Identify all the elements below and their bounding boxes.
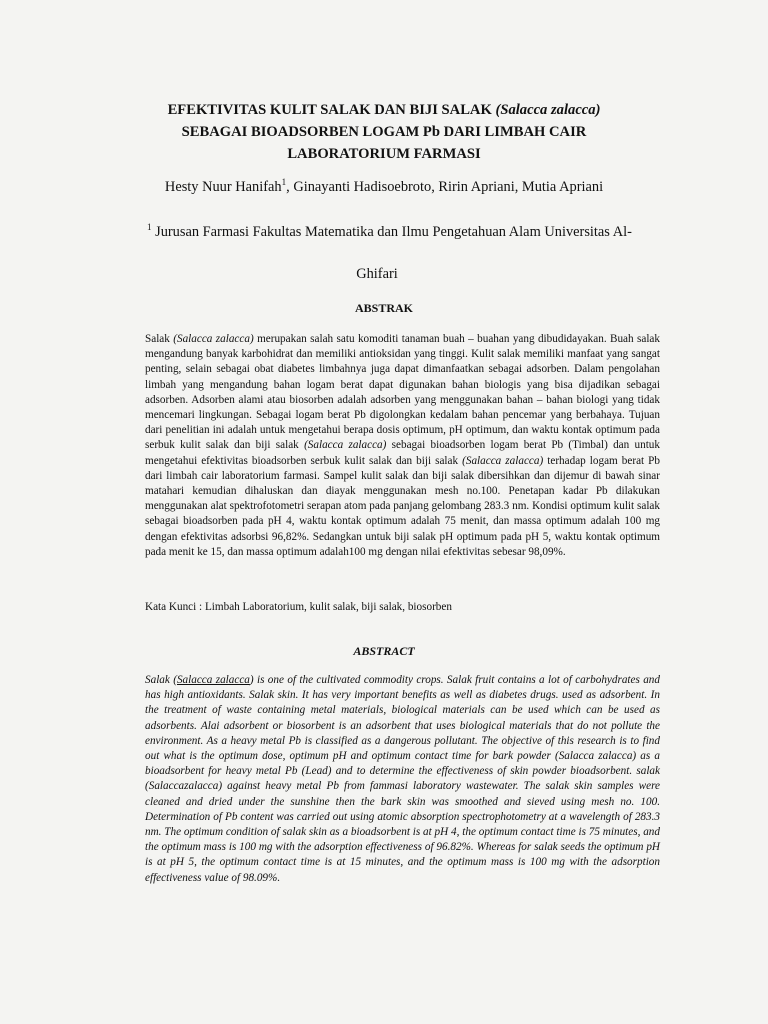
abstrak-species: (Salacca zalacca) (462, 454, 544, 467)
abstrak-text: terhadap logam berat Pb dari limbah cair laboratorium farmasi. Sampel kulit salak dan biji salak dibersihkan dan dijemur di bawah sinar matahari kemudian dihaluskan dan diayak menggunakan mesh no.100. Penetapan kadar Pb dilakukan menggunakan alat spektrofotometri serapan atom pada panjang gelombang 283.3 nm. Kondisi optimum kulit salak sebagai bioadsorben pada pH 4, waktu kontak optimum adalah 75 menit, dan massa optimum adalah 100 mg dengan efektivitas adsorbsi 96,82%. Sedangkan untuk biji salak pH optimum pada pH 5, waktu kontak optimum pada menit ke 15, dan massa optimum adalah100 mg dengan nilai efektivitas sebesar 98,09%. (145, 454, 660, 558)
author-first: Hesty Nuur Hanifah (164, 179, 282, 195)
title-line-1 (90, 99, 678, 121)
abstrak-text: Salak (145, 333, 174, 345)
title-text: EFEKTIVITAS KULIT SALAK DAN BIJI SALAK (167, 102, 496, 118)
abstrak-text: merupakan salah satu komoditi tanaman buah – buahan yang dibudidayakan. Buah salak mengandung banyak karbohidrat dan memiliki antioksidan yang tinggi. Kulit salak memiliki manfaat yang sangat penting, selain sebagai obat diabetes limbahnya juga dapat dimanfaatkan sebagai adsorben. Dalam pengolahan limbah yang mengandung bahan logam berat dapat digunakan bahan biologis yang bisa dijadikan sebagai adsorben. Adsorben alami atau biosorben adalah adsorben yang menggunakan bahan – bahan biologi yang tidak mencemari lingkungan. Sebagai logam berat Pb digolongkan kedalam bahan pencemar yang berbahaya. Tujuan dari penelitian ini adalah untuk mengetahui berapa dosis optimum, pH optimum, dan waktu kontak optimum pada serbuk kulit salak dan biji salak (145, 333, 660, 452)
abstract-body (145, 673, 660, 886)
abstract-heading: ABSTRACT (353, 644, 415, 658)
abstract-paragraph (145, 673, 660, 886)
author-list (60, 177, 708, 197)
keywords: Kata Kunci : Limbah Laboratorium, kulit salak, biji salak, biosorben (145, 601, 452, 613)
abstrak-species: (Salacca zalacca) (304, 439, 387, 452)
abstrak-body (145, 332, 660, 560)
title-species: (Salacca zalacca) (495, 102, 601, 118)
abstract-text: Salak ( (145, 674, 177, 686)
affiliation-line-2: Ghifari (356, 266, 398, 282)
abstract-species: Salacca zalacca (176, 674, 250, 686)
author-others: , Ginayanti Hadisoebroto, Ririn Apriani, Mutia Apriani (286, 179, 604, 195)
abstract-text: ) is one of the cultivated commodity crops. Salak fruit contains a lot of carbohydrates and has high antioxidants. Salak skin. It has very important benefits as well as diabetes drugs. used as adsorbent. In the treatment of waste containing metal materials, biological materials can be used which can be used as adsorbents. Alai adsorbent or biosorbent is an adsorbent that uses biological materials that do not pollute the environment. As a heavy metal Pb is classified as a dangerous pollutant. The objective of this research is to find out what is the optimum dose, optimum pH and optimum contact time for bark powder (Salacca zalacca) as a bioadsorbent for heavy metal Pb (Lead) and to determine the effectiveness of skin powder bioadsorbent. salak (Salaccazalacca) against heavy metal Pb from fammasi laboratory wastewater. The salak skin samples were cleaned and dried under the sunshine then the bark skin was smoothed and sieved using mesh no. 100. Determination of Pb content was carried out using atomic absorption spectrophotometry at a wavelength of 283.3 nm. The optimum condition of salak skin as a bioadsorbent is at pH 4, the optimum contact time is 75 minutes, and the optimum mass is 100 mg with the adsorption effectiveness of 96.82%. Whereas for salak seeds the optimum pH is at pH 5, the optimum contact time is at 15 minutes, and the optimum mass is 100 mg with the adsorption effectiveness value of 98.09%. (145, 674, 660, 884)
abstrak-paragraph (145, 332, 660, 560)
title-line-2: SEBAGAI BIOADSORBEN LOGAM Pb DARI LIMBAH CAIR (181, 124, 587, 140)
title-line-3: LABORATORIUM FARMASI (287, 146, 481, 162)
affiliation (147, 211, 667, 295)
author-affil-marker: 1 (281, 177, 287, 188)
affiliation-marker: 1 (147, 222, 152, 233)
affiliation-line-1: Jurusan Farmasi Fakultas Matematika dan Ilmu Pengetahuan Alam Universitas Al- (151, 224, 632, 240)
abstrak-heading: ABSTRAK (354, 301, 413, 315)
abstrak-species: (Salacca zalacca) (173, 333, 254, 345)
paper-title (90, 99, 678, 165)
abstrak-text: sebagai bioadsorben logam berat Pb (Timbal) dan untuk mengetahui efektivitas bioadsorben serbuk kulit salak dan biji salak (145, 439, 660, 467)
